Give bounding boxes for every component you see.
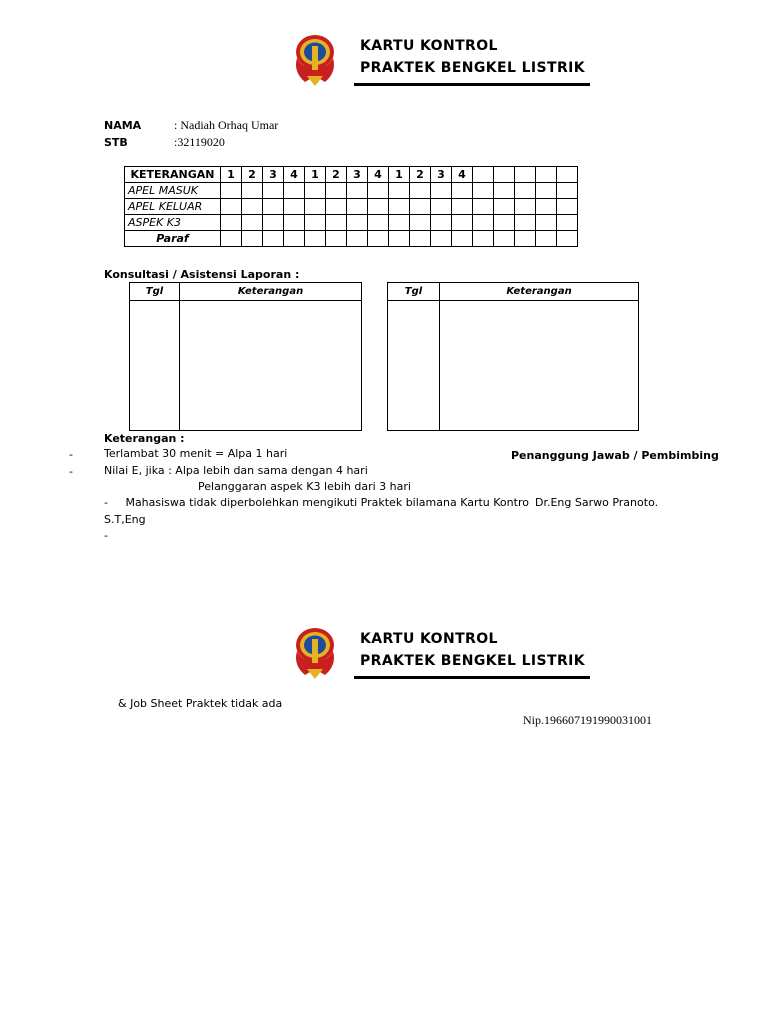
table-cell[interactable] [515,231,536,247]
note-line-7: & Job Sheet Praktek tidak ada [118,697,283,710]
table-col-header: 4 [368,167,389,183]
table-col-header: 3 [263,167,284,183]
title-line-2: PRAKTEK BENGKEL LISTRIK [360,653,586,669]
table-cell[interactable] [284,231,305,247]
table-col-header: 2 [410,167,431,183]
table-col-header [473,167,494,183]
table-cell[interactable] [305,215,326,231]
table-cell[interactable] [347,199,368,215]
table-cell[interactable] [263,215,284,231]
table-cell[interactable] [473,199,494,215]
table-cell[interactable] [263,183,284,199]
title-line-2: PRAKTEK BENGKEL LISTRIK [360,60,586,76]
table-cell[interactable] [452,231,473,247]
nama-label: NAMA [104,119,142,132]
bullet-dash: - [69,465,73,478]
table-header-cell: KETERANGAN [125,167,221,183]
table-cell[interactable] [473,215,494,231]
table-cell[interactable] [347,231,368,247]
keterangan-cell[interactable] [440,301,639,431]
stb-value: :32119020 [174,135,225,149]
col-header-keterangan: Keterangan [180,283,362,301]
table-cell[interactable] [284,215,305,231]
table-col-header: 1 [389,167,410,183]
note-line-3: Pelanggaran aspek K3 lebih dari 3 hari [198,480,411,493]
title-underline [354,83,590,86]
bullet-dash: - [69,448,73,461]
table-cell[interactable] [263,231,284,247]
table-cell[interactable] [221,199,242,215]
title-line-1: KARTU KONTROL [360,631,498,647]
table-cell[interactable] [242,199,263,215]
table-cell[interactable] [515,215,536,231]
table-cell[interactable] [368,183,389,199]
table-cell[interactable] [410,215,431,231]
table-cell[interactable] [557,183,578,199]
table-col-header [515,167,536,183]
table-cell[interactable] [305,231,326,247]
note-line-6: - [104,529,108,542]
table-cell[interactable] [536,215,557,231]
table-cell[interactable] [326,231,347,247]
table-cell[interactable] [452,215,473,231]
row-label-apel-masuk: APEL MASUK [125,183,221,199]
table-col-header: 2 [242,167,263,183]
table-row [125,183,578,199]
table-cell[interactable] [494,183,515,199]
table-row [125,215,578,231]
table-col-header: 4 [284,167,305,183]
keterangan-title: Keterangan : [104,432,185,445]
row-label-paraf: Paraf [125,231,221,247]
institution-emblem-icon [287,32,343,88]
table-cell[interactable] [536,231,557,247]
table-cell[interactable] [515,183,536,199]
title-underline [354,676,590,679]
note-line-2: Nilai E, jika : Alpa lebih dan sama dengan 4 hari [104,464,368,477]
table-col-header: 3 [431,167,452,183]
table-cell[interactable] [494,199,515,215]
table-cell[interactable] [242,215,263,231]
table-cell[interactable] [557,231,578,247]
table-cell[interactable] [452,199,473,215]
col-header-tgl: Tgl [130,283,180,301]
table-cell[interactable] [284,183,305,199]
table-row [125,199,578,215]
table-cell[interactable] [305,199,326,215]
row-label-aspek-k3: ASPEK K3 [125,215,221,231]
table-cell[interactable] [431,215,452,231]
row-label-apel-keluar: APEL KELUAR [125,199,221,215]
table-col-header [494,167,515,183]
table-cell[interactable] [347,183,368,199]
table-cell[interactable] [536,199,557,215]
table-cell[interactable] [389,215,410,231]
table-cell[interactable] [326,199,347,215]
table-cell[interactable] [515,199,536,215]
konsultasi-table-right [387,282,639,431]
table-cell[interactable] [557,215,578,231]
table-cell[interactable] [221,183,242,199]
table-cell[interactable] [431,231,452,247]
table-cell[interactable] [389,199,410,215]
note-line-4: - Mahasiswa tidak diperbolehkan mengikuti Praktek bilamana Kartu Kontro [104,496,529,509]
table-cell[interactable] [326,215,347,231]
table-cell[interactable] [326,183,347,199]
table-cell[interactable] [452,183,473,199]
table-cell[interactable] [389,231,410,247]
signature-name: Dr.Eng Sarwo Pranoto. [535,496,659,509]
table-cell[interactable] [368,215,389,231]
konsultasi-title: Konsultasi / Asistensi Laporan : [104,268,300,281]
table-cell[interactable] [410,231,431,247]
table-cell[interactable] [221,215,242,231]
keterangan-cell[interactable] [180,301,362,431]
table-cell[interactable] [284,199,305,215]
table-cell[interactable] [431,183,452,199]
table-col-header: 3 [347,167,368,183]
table-col-header: 2 [326,167,347,183]
tgl-cell[interactable] [388,301,440,431]
table-cell[interactable] [473,231,494,247]
nama-value: : Nadiah Orhaq Umar [174,118,279,132]
table-cell[interactable] [410,199,431,215]
stb-label: STB [104,136,128,149]
institution-emblem-icon [287,625,343,681]
konsultasi-table-left [129,282,362,431]
table-cell[interactable] [242,183,263,199]
table-cell[interactable] [368,199,389,215]
table-cell[interactable] [263,199,284,215]
table-col-header: 4 [452,167,473,183]
note-line-1: Terlambat 30 menit = Alpa 1 hari [104,447,288,460]
signature-role: Penanggung Jawab / Pembimbing [511,449,719,462]
table-cell[interactable] [494,215,515,231]
table-cell[interactable] [431,199,452,215]
signature-nip: Nip.196607191990031001 [523,713,652,727]
table-col-header: 1 [305,167,326,183]
table-cell[interactable] [347,215,368,231]
table-cell[interactable] [494,231,515,247]
table-col-header: 1 [221,167,242,183]
col-header-tgl: Tgl [388,283,440,301]
table-cell[interactable] [221,231,242,247]
table-row [125,231,578,247]
tgl-cell[interactable] [130,301,180,431]
table-col-header [557,167,578,183]
table-cell[interactable] [410,183,431,199]
attendance-table [124,166,578,247]
title-line-1: KARTU KONTROL [360,38,498,54]
table-cell[interactable] [473,183,494,199]
table-cell[interactable] [536,183,557,199]
table-cell[interactable] [305,183,326,199]
table-cell[interactable] [557,199,578,215]
table-cell[interactable] [242,231,263,247]
table-header-row [125,167,578,183]
note-line-5: S.T,Eng [104,513,146,526]
col-header-keterangan: Keterangan [440,283,639,301]
table-col-header [536,167,557,183]
table-cell[interactable] [368,231,389,247]
table-cell[interactable] [389,183,410,199]
